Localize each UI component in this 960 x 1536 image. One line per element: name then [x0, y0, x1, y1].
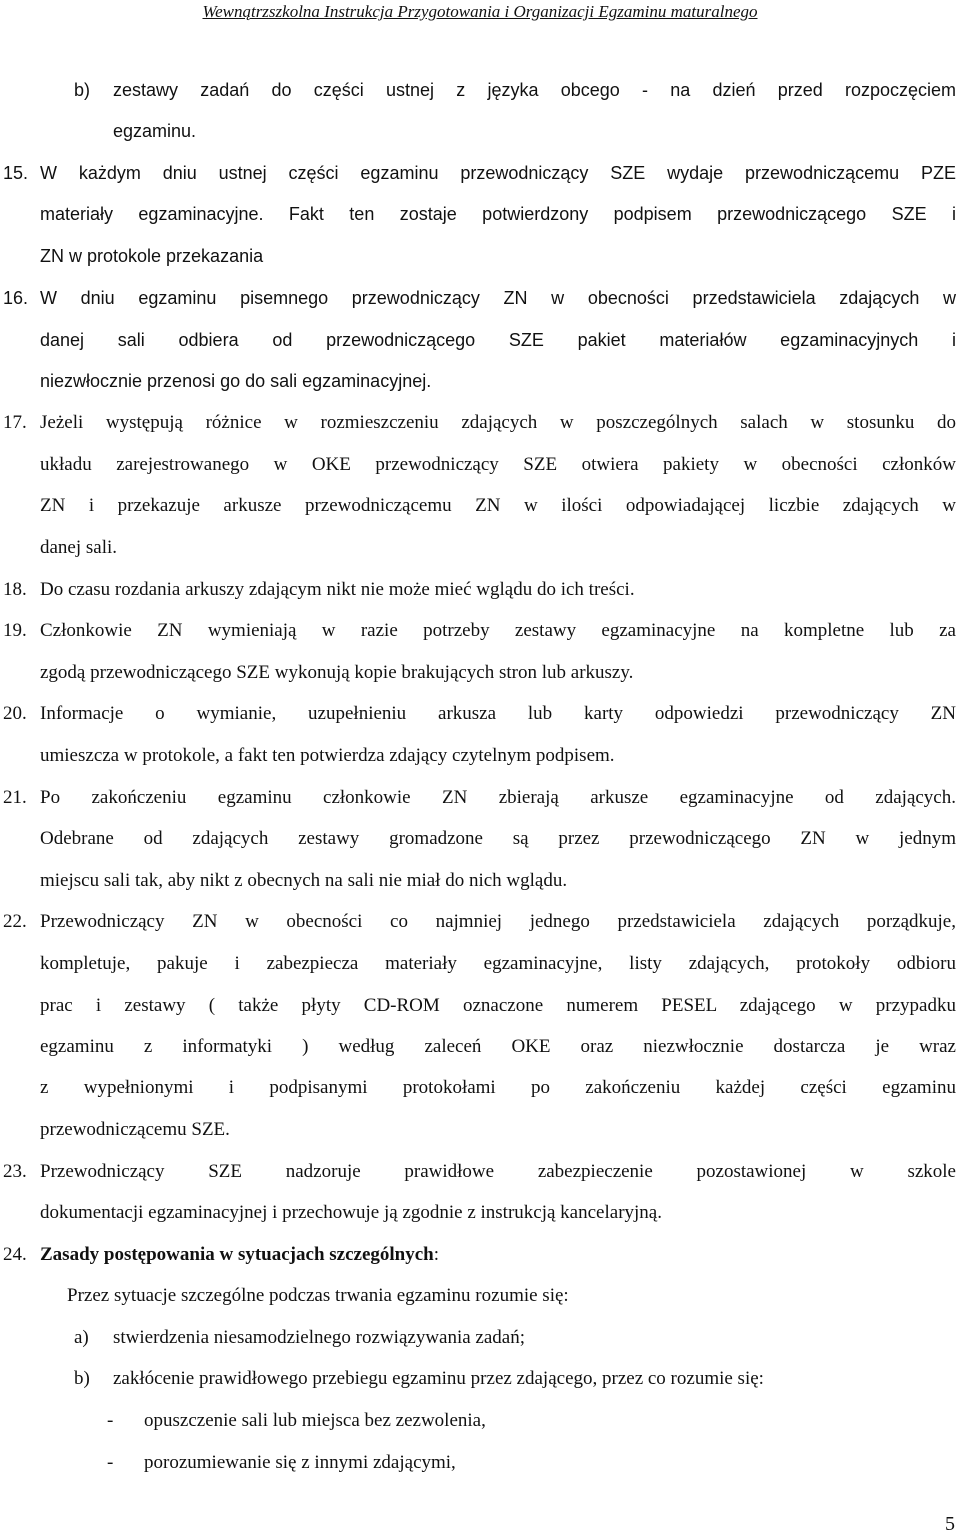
dash-marker-2: -	[107, 1452, 114, 1473]
item-24-heading-colon: :	[433, 1244, 440, 1265]
item-19-line-1: Członkowie ZN wymieniają w razie potrzeby zestawy egzaminacyjne na kompletne lub za	[40, 620, 956, 641]
sub-item-a-text: stwierdzenia niesamodzielnego rozwiązywania zadań;	[113, 1327, 526, 1348]
item-17-line-4: danej sali.	[40, 537, 118, 558]
item-22-line-1: Przewodniczący ZN w obecności co najmniej jednego przedstawiciela zdających porządkuje,	[40, 911, 956, 932]
item-23-line-1: Przewodniczący SZE nadzoruje prawidłowe zabezpieczenie pozostawionej w szkole	[40, 1161, 956, 1182]
item-19-line-2: zgodą przewodniczącego SZE wykonują kopie brakujących stron lub arkuszy.	[40, 662, 634, 683]
item-15-line-1: W każdym dniu ustnej części egzaminu przewodniczący SZE wydaje przewodniczącemu PZE	[40, 163, 956, 183]
item-21-line-2: Odebrane od zdających zestawy gromadzone są przez przewodniczącego ZN w jednym	[40, 828, 956, 849]
sub-item-b-marker: b)	[74, 1368, 90, 1389]
item-16-line-2: danej sali odbiera od przewodniczącego SZE pakiet materiałów egzaminacyjnych i	[40, 330, 956, 350]
dash-item-1: opuszczenie sali lub miejsca bez zezwolenia,	[144, 1410, 486, 1431]
item-16-number: 16.	[3, 288, 29, 308]
item-20-number: 20.	[3, 703, 27, 724]
sub-item-b-text: zakłócenie prawidłowego przebiegu egzaminu przez zdającego, przez co rozumie się:	[113, 1368, 764, 1389]
item-16-line-1: W dniu egzaminu pisemnego przewodniczący ZN w obecności przedstawiciela zdających w	[40, 288, 956, 308]
page-number: 5	[945, 1513, 955, 1535]
item-21-number: 21.	[3, 787, 27, 808]
item-15-line-3: ZN w protokole przekazania	[40, 246, 264, 266]
dash-item-2: porozumiewanie się z innymi zdającymi,	[144, 1452, 456, 1473]
running-header: Wewnątrzszkolna Instrukcja Przygotowania i Organizacji Egzaminu maturalnego	[202, 2, 758, 21]
item-17-line-2: układu zarejestrowanego w OKE przewodniczący SZE otwiera pakiety w obecności członków	[40, 454, 956, 475]
item-20-line-2: umieszcza w protokole, a fakt ten potwierdza zdający czytelnym podpisem.	[40, 745, 615, 766]
item-21-line-3: miejscu sali tak, aby nikt z obecnych na sali nie miał do nich wglądu.	[40, 870, 568, 891]
item-24-number: 24.	[3, 1244, 27, 1265]
item-b-line-1: zestawy zadań do części ustnej z języka obcego - na dzień przed rozpoczęciem	[113, 80, 956, 100]
item-b-line-2: egzaminu.	[113, 121, 197, 141]
item-21-line-1: Po zakończeniu egzaminu członkowie ZN zbierają arkusze egzaminacyjne od zdających.	[40, 787, 956, 808]
item-24-intro: Przez sytuacje szczególne podczas trwania egzaminu rozumie się:	[67, 1285, 569, 1306]
item-22-line-2: kompletuje, pakuje i zabezpiecza materiały egzaminacyjne, listy zdających, protokoły odbioru	[40, 953, 956, 974]
item-22-line-4: egzaminu z informatyki ) według zaleceń OKE oraz niezwłocznie dostarcza je wraz	[40, 1036, 956, 1057]
item-24-heading-line	[40, 1241, 956, 1269]
item-24-heading: Zasady postępowania w sytuacjach szczególnych	[40, 1244, 434, 1265]
item-20-line-1: Informacje o wymianie, uzupełnieniu arkusza lub karty odpowiedzi przewodniczący ZN	[40, 703, 956, 724]
item-17-line-3: ZN i przekazuje arkusze przewodniczącemu ZN w ilości odpowiadającej liczbie zdających w	[40, 495, 956, 516]
item-23-number: 23.	[3, 1161, 27, 1182]
item-15-line-2: materiały egzaminacyjne. Fakt ten zostaje potwierdzony podpisem przewodniczącego SZE i	[40, 204, 956, 224]
item-22-line-5: z wypełnionymi i podpisanymi protokołami po zakończeniu każdej części egzaminu	[40, 1077, 956, 1098]
item-22-line-3: prac i zestawy ( także płyty CD-ROM oznaczone numerem PESEL zdającego w przypadku	[40, 995, 956, 1016]
item-18-line-1: Do czasu rozdania arkuszy zdającym nikt nie może mieć wglądu do ich treści.	[40, 579, 635, 600]
item-19-number: 19.	[3, 620, 27, 641]
sub-item-a-marker: a)	[74, 1327, 89, 1348]
item-22-number: 22.	[3, 911, 27, 932]
item-17-number: 17.	[3, 412, 27, 433]
list-marker-b: b)	[74, 80, 91, 100]
item-18-number: 18.	[3, 579, 27, 600]
item-23-line-2: dokumentacji egzaminacyjnej i przechowuje ją zgodnie z instrukcją kancelaryjną.	[40, 1202, 662, 1223]
item-22-line-6: przewodniczącemu SZE.	[40, 1119, 230, 1140]
item-16-line-3: niezwłocznie przenosi go do sali egzaminacyjnej.	[40, 371, 432, 391]
item-15-number: 15.	[3, 163, 29, 183]
item-17-line-1: Jeżeli występują różnice w rozmieszczeniu zdających w poszczególnych salach w stosunku do	[40, 412, 956, 433]
dash-marker-1: -	[107, 1410, 114, 1431]
